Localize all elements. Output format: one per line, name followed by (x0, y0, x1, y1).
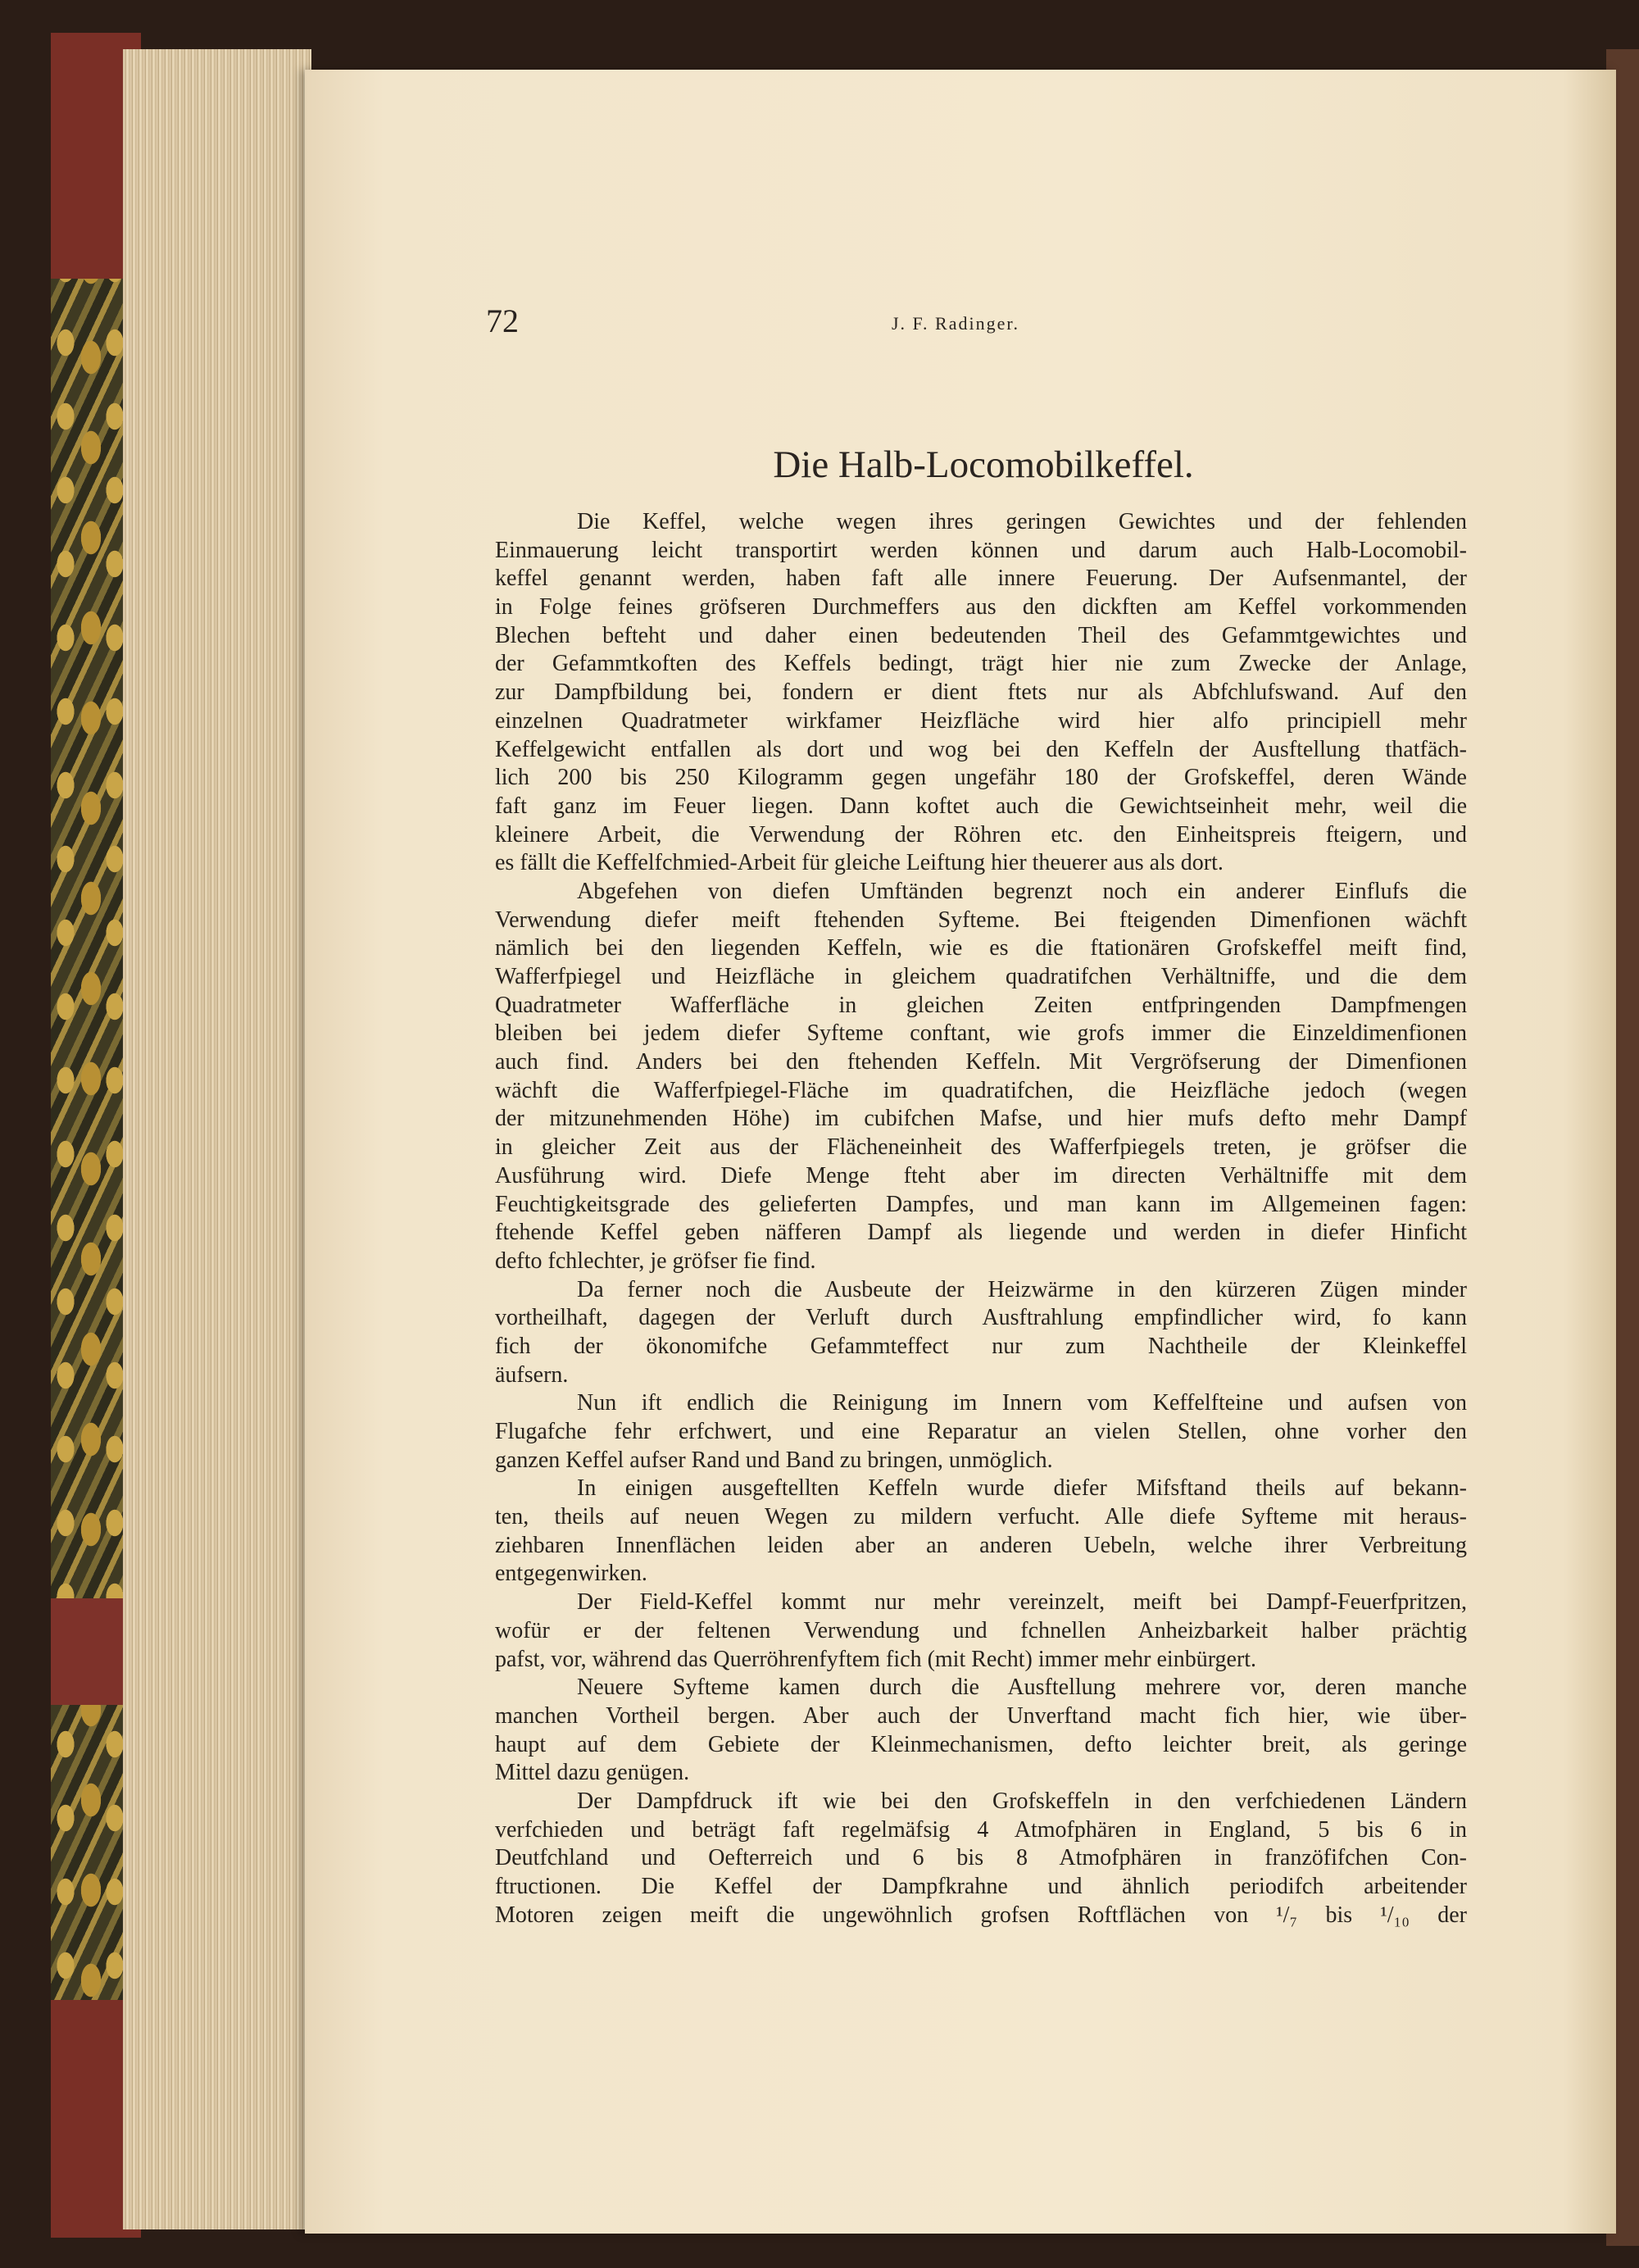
text-line: Einmauerung leicht transportirt werden können und darum auch Halb-Locomobil- (495, 537, 1467, 563)
text-line: einzelnen Quadratmeter wirkfamer Heizfläche wird hier alfo principiell mehr (495, 707, 1467, 734)
text-line: ftructionen. Die Keffel der Dampfkrahne und ähnlich periodifch arbeitender (495, 1874, 1467, 1899)
page-number: 72 (486, 302, 519, 339)
text-line: faft ganz im Feuer liegen. Dann koftet auch die Gewichtseinheit mehr, weil die (495, 793, 1467, 819)
text-line: Neuere Syfteme kamen durch die Ausftellung mehrere vor, deren manche (577, 1675, 1467, 1701)
text-line: Ausführung wird. Diefe Menge fteht aber im directen Verhältniffe mit dem (495, 1162, 1467, 1189)
text-line: kleinere Arbeit, die Verwendung der Röhren etc. den Einheitspreis fteigern, und (495, 821, 1467, 848)
text-line: in gleicher Zeit aus der Flächeneinheit des Wafferfpiegels treten, je gröfser die (495, 1134, 1467, 1161)
text-line: zur Dampfbildung bei, fondern er dient ftets nur als Abfchlufswand. Auf den (495, 679, 1467, 706)
text-line: Mittel dazu genügen. (495, 1760, 690, 1786)
text-line: Blechen befteht und daher einen bedeutenden Theil des Gefammtgewichtes und (495, 622, 1467, 648)
text-line: lich 200 bis 250 Kilogramm gegen ungefähr 180 der Grofskeffel, deren Wände (495, 765, 1467, 791)
text-line: der Gefammtkoften des Keffels bedingt, trägt hier nie zum Zwecke der Anlage, (495, 651, 1467, 677)
text-line: wofür er der feltenen Verwendung und fchnellen Anheizbarkeit halber prächtig (495, 1617, 1467, 1643)
text-line: keffel genannt werden, haben faft alle innere Feuerung. Der Aufsenmantel, der (495, 566, 1467, 592)
text-line: ten, theils auf neuen Wegen zu mildern verfucht. Alle diefe Syfteme mit heraus- (495, 1504, 1467, 1530)
text-line: In einigen ausgeftellten Keffeln wurde diefer Mifsftand theils auf bekann- (577, 1475, 1467, 1502)
text-line: bleiben bei jedem diefer Syfteme conftant, wie grofs immer die Einzeldimenfionen (495, 1020, 1467, 1047)
text-line: Feuchtigkeitsgrade des gelieferten Dampfes, und man kann im Allgemeinen fagen: (495, 1191, 1467, 1217)
text-line: äufsern. (495, 1361, 569, 1388)
text-line: Keffelgewicht entfallen als dort und wog bei den Keffeln der Ausftellung thatfäch- (495, 736, 1467, 762)
text-line: Nun ift endlich die Reinigung im Innern vom Keffelfteine und aufsen von (577, 1390, 1467, 1416)
text-line: ganzen Keffel aufser Rand und Band zu bringen, unmöglich. (495, 1447, 1053, 1473)
text-line: Wafferfpiegel und Heizfläche in gleichem quadratifchen Verhältniffe, und die dem (495, 964, 1467, 989)
text-line: Motoren zeigen meift die ungewöhnlich grofsen Roftflächen von ¹/₇ bis ¹/₁₀ der (495, 1902, 1467, 1928)
text-line: Die Keffel, welche wegen ihres geringen Gewichtes und der fehlenden (577, 509, 1467, 534)
body-text (495, 508, 1467, 1929)
chapter-title: Die Halb-Locomobilkeffel. (773, 443, 1194, 486)
text-line: Deutfchland und Oefterreich und 6 bis 8 Atmofphären in franzöfifchen Con- (495, 1845, 1467, 1871)
text-line: Quadratmeter Wafferfläche in gleichen Zeiten entfpringenden Dampfmengen (495, 992, 1467, 1018)
text-line: entgegenwirken. (495, 1561, 647, 1587)
text-line: defto fchlechter, je gröfser fie find. (495, 1248, 816, 1274)
text-line: es fällt die Keffelfchmied-Arbeit für gleiche Leiftung hier theuerer aus als dort. (495, 850, 1224, 876)
text-line: manchen Vortheil bergen. Aber auch der Unverftand macht fich hier, wie über- (495, 1702, 1467, 1729)
text-line: ziehbaren Innenflächen leiden aber an anderen Uebeln, welche ihrer Verbreitung (495, 1532, 1467, 1558)
text-line: Der Dampfdruck ift wie bei den Grofskeffeln in den verfchiedenen Ländern (577, 1788, 1467, 1814)
text-line: Verwendung diefer meift ftehenden Syfteme. Bei fteigenden Dimenfionen wächft (495, 907, 1467, 933)
text-line: pafst, vor, während das Querröhrenfyftem fich (mit Recht) immer mehr einbürgert. (495, 1646, 1257, 1672)
text-line: vortheilhaft, dagegen der Verluft durch Ausftrahlung empfindlicher wird, fo kann (495, 1305, 1467, 1331)
text-line: fich der ökonomifche Gefammteffect nur zum Nachtheile der Kleinkeffel (495, 1333, 1467, 1359)
text-line: nämlich bei den liegenden Keffeln, wie es die ftationären Grofskeffel meift find, (495, 935, 1467, 961)
page-edges (123, 49, 311, 2229)
text-line: Der Field-Keffel kommt nur mehr vereinzelt, meift bei Dampf-Feuerfpritzen, (577, 1589, 1467, 1616)
text-line: in Folge feines gröfseren Durchmeffers aus den dickften am Keffel vorkommenden (495, 594, 1467, 620)
text-line: Abgefehen von diefen Umftänden begrenzt noch ein anderer Einflufs die (577, 878, 1467, 904)
text-line: Flugafche fehr erfchwert, und eine Reparatur an vielen Stellen, ohne vorher den (495, 1419, 1467, 1444)
text-line: ftehende Keffel geben näfferen Dampf als liegende und werden in diefer Hinficht (495, 1220, 1467, 1246)
text-line: wächft die Wafferfpiegel-Fläche im quadratifchen, die Heizfläche jedoch (wegen (495, 1077, 1467, 1103)
text-line: haupt auf dem Gebiete der Kleinmechanismen, defto leichter breit, als geringe (495, 1731, 1467, 1757)
text-line: der mitzunehmenden Höhe) im cubifchen Mafse, und hier mufs defto mehr Dampf (495, 1106, 1467, 1132)
running-head: J. F. Radinger. (892, 313, 1019, 334)
text-line: verfchieden und beträgt faft regelmäfsig 4 Atmofphären in England, 5 bis 6 in (495, 1816, 1467, 1843)
text-line: Da ferner noch die Ausbeute der Heizwärme in den kürzeren Zügen minder (577, 1276, 1467, 1302)
text-line: auch find. Anders bei den ftehenden Keffeln. Mit Vergröfserung der Dimenfionen (495, 1049, 1467, 1075)
